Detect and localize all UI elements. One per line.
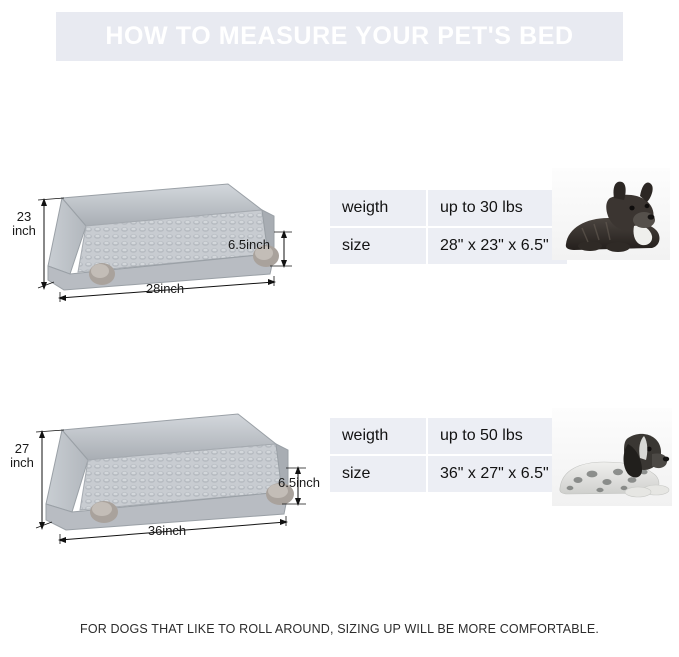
spec-table-medium [330,190,567,264]
footer-note: FOR DOGS THAT LIKE TO ROLL AROUND, SIZING UP WILL BE MORE COMFORTABLE. [80,622,599,636]
table-row [330,418,567,455]
table-row [330,455,567,492]
size-section-medium [0,150,679,310]
spec-value-size: 28" x 23" x 6.5" [440,237,549,254]
spec-key-weight: weigth [330,190,427,227]
table-row [330,227,567,264]
spec-value-weight: up to 30 lbs [427,190,567,227]
bed-illustration-large [10,400,340,550]
spec-key-weight: weigth [330,418,427,455]
spec-key-size: size [330,455,427,492]
width-label-large: 36inch [147,523,187,538]
size-section-large [0,390,679,560]
header-banner [56,12,623,61]
cocker-spaniel-photo [552,408,672,506]
height-label-large: 6.5inch [278,475,320,490]
spec-value-weight: up to 50 lbs [427,418,567,455]
spec-table-large [330,418,567,492]
french-bulldog-photo [552,168,670,260]
table-row [330,190,567,227]
depth-label-large: 27 inch [10,441,34,470]
bed-illustration-medium [12,170,320,300]
spec-value-size: 36" x 27" x 6.5" [440,465,549,482]
height-label-medium: 6.5inch [228,237,270,252]
depth-label-medium: 23 inch [12,209,36,238]
page-title: HOW TO MEASURE YOUR PET'S BED [105,22,574,50]
spec-key-size: size [330,227,427,264]
width-label-medium: 28inch [145,281,185,296]
